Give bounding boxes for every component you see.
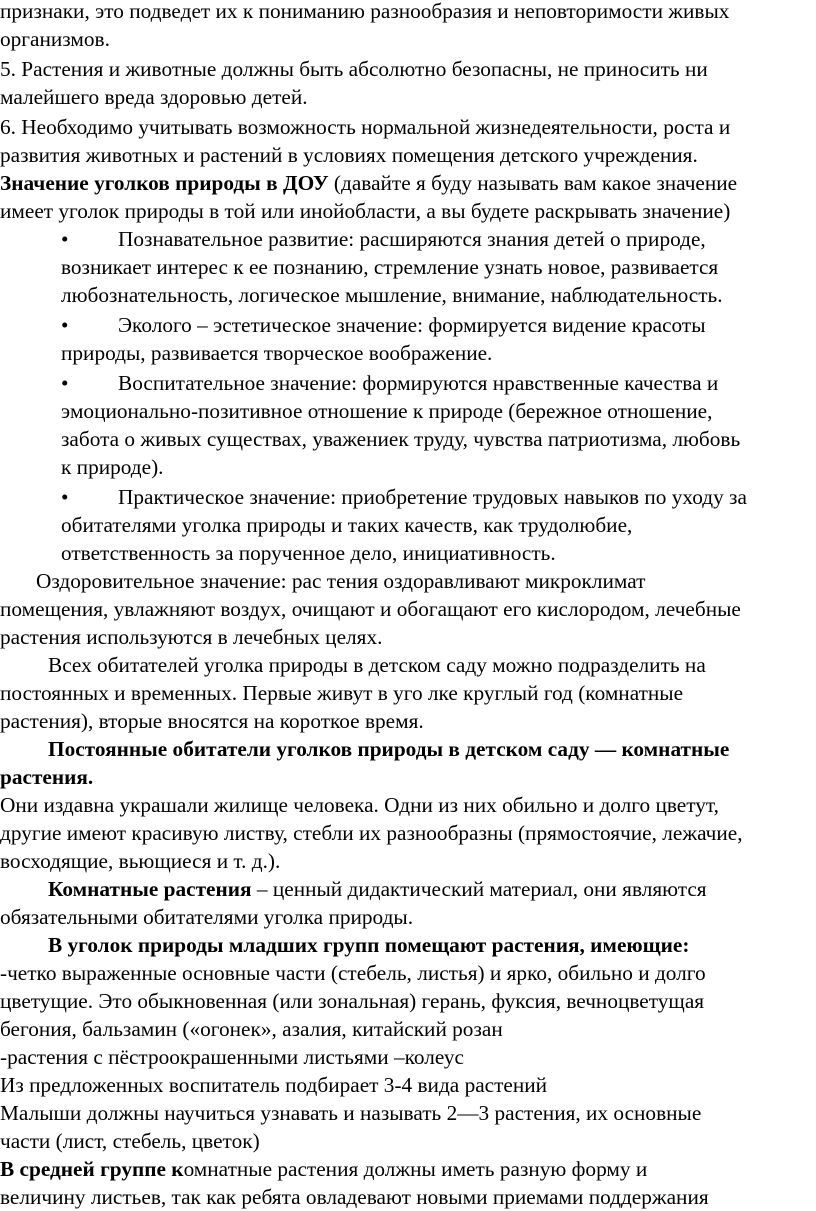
heading-line: растения.: [0, 765, 94, 789]
text-line: 5. Растения и животные должны быть абсолютно безопасны, не приносить ни: [0, 57, 708, 81]
text-line: ответственность за порученное дело, инициативность.: [61, 541, 556, 565]
text-line: постоянных и временных. Первые живут в уго лке круглый год (комнатные: [0, 681, 684, 705]
text-line: развития животных и растений в условиях помещения детского учреждения.: [0, 143, 698, 167]
text-line: восходящие, вьющиеся и т. д.).: [0, 849, 281, 873]
text-line: цветущие. Это обыкновенная (или зональная) герань, фуксия, вечноцветущая: [0, 989, 705, 1013]
text-line: возникает интерес к ее познанию, стремление узнать новое, развивается: [61, 255, 719, 279]
bullet-icon: •: [61, 371, 69, 395]
text-line: организмов.: [0, 27, 110, 51]
text-line: бегония, бальзамин («огонек», азалия, китайский розан: [0, 1017, 503, 1041]
text-line: части (лист, стебель, цветок): [0, 1129, 260, 1153]
bullet-icon: •: [61, 485, 69, 509]
heading-line: Постоянные обитатели уголков природы в детском саду — комнатные: [48, 737, 730, 761]
text-line: Всех обитателей уголка природы в детском саду можно подразделить на: [48, 653, 706, 677]
heading-line: В уголок природы младших групп помещают растения, имеющие:: [48, 933, 690, 957]
document-page: признаки, это подведет их к пониманию разнообразия и неповторимости живых организмов. 5. Растения и животные должны быть абсолютно безопасны, не приносить ни малейшего вреда здоровью детей. 6. Необходимо учитывать возможность нормальной жизнедеятельности, роста и развития животных и растений в условиях помещения детского учреждения. Значение уголков природы в ДОУ (давайте я буду называть вам какое значение имеет уголок природы в той или инойобласти, а вы будете раскрывать значение) • Познавательное развитие: расширяются знания детей о природе, возникает интерес к ее познанию, стремление узнать новое, развивается любознательность, логическое мышление, внимание, наблюдательность. • Эколого – эстетическое значение: формируется видение красоты природы, развивается творческое воображение. • Воспитательное значение: формируются нравственные качества и эмоционально-позитивное отношение к природе (бережное отношение, забота о живых существах, уважениек труду, чувства патриотизма, любовь к природе). • Практическое значение: приобретение трудовых навыков по уходу за обитателями уголка природы и таких качеств, как трудолюбие, ответственность за порученное дело, инициативность. Оздоровительное значение: рас тения оздоравливают микроклимат помещения, увлажняют воздух, очищают и обогащают его кислородом, лечебные растения используются в лечебных целях. Всех обитателей уголка природы в детском саду можно подразделить на постоянных и временных. Первые живут в уго лке круглый год (комнатные растения), вторые вносятся на короткое время. Постоянные обитатели уголков природы в детском саду — комнатные растения. Они издавна украшали жилище человека. Одни из них обильно и долго цветут, другие имеют красивую листву, стебли их разнообразны (прямостоячие, лежачие, восходящие, вьющиеся и т. д.). Комнатные растения – ценный дидактический материал, они являются обязательными обитателями уголка природы. В уголок природы младших групп помещают растения, имеющие: -четко выраженные основные части (стебель, листья) и ярко, обильно и долго цветущие. Это обыкновенная (или зональная) герань, фуксия, вечноцветущая бегония, бальзамин («огонек», азалия, китайский розан -растения с пёстроокрашенными листьями –колеус Из предложенных воспитатель подбирает 3-4 вида растений Малыши должны научиться узнавать и называть 2—3 растения, их основные части (лист, стебель, цветок) В средней группе комнатные растения должны иметь разную форму и величину листьев, так как ребята овладевают новыми приемами поддержания: [0, 0, 816, 1188]
text-line: малейшего вреда здоровью детей.: [0, 85, 308, 109]
text-line: имеет уголок природы в той или инойобласти, а вы будете раскрывать значение): [0, 199, 731, 223]
heading-line: Значение уголков природы в ДОУ (давайте я буду называть вам какое значение: [0, 171, 738, 195]
bullet-icon: •: [61, 227, 69, 251]
text-line: Оздоровительное значение: рас тения оздоравливают микроклимат: [36, 569, 646, 593]
text-line: забота о живых существах, уважениек труду, чувства патриотизма, любовь: [61, 427, 741, 451]
text-line: обязательными обитателями уголка природы.: [0, 905, 414, 929]
text-line: любознательность, логическое мышление, внимание, наблюдательность.: [61, 283, 723, 307]
text-line: к природе).: [61, 455, 164, 479]
text-line: растения), вторые вносятся на короткое время.: [0, 709, 424, 733]
text-line: признаки, это подведет их к пониманию разнообразия и неповторимости живых: [0, 0, 730, 23]
text-line: Они издавна украшали жилище человека. Одни из них обильно и долго цветут,: [0, 793, 719, 817]
text-line: Из предложенных воспитатель подбирает 3-4 вида растений: [0, 1073, 548, 1097]
text-line: 6. Необходимо учитывать возможность нормальной жизнедеятельности, роста и: [0, 115, 731, 139]
text-line: величину листьев, так как ребята овладевают новыми приемами поддержания: [0, 1185, 709, 1209]
text-line: растения используются в лечебных целях.: [0, 625, 383, 649]
text-line: другие имеют красивую листву, стебли их разнообразны (прямостоячие, лежачие,: [0, 821, 743, 845]
text-line: Малыши должны научиться узнавать и называть 2—3 растения, их основные: [0, 1101, 702, 1125]
text-line: помещения, увлажняют воздух, очищают и обогащают его кислородом, лечебные: [0, 597, 741, 621]
heading-line: Комнатные растения – ценный дидактический материал, они являются: [48, 877, 707, 901]
bullet-icon: •: [61, 313, 69, 337]
text-line: эмоционально-позитивное отношение к природе (бережное отношение,: [61, 399, 713, 423]
text-line: обитателями уголка природы и таких качеств, как трудолюбие,: [61, 513, 633, 537]
heading-line: В средней группе комнатные растения должны иметь разную форму и: [0, 1157, 648, 1181]
text-line: -четко выраженные основные части (стебель, листья) и ярко, обильно и долго: [0, 961, 706, 985]
text-line: -растения с пёстроокрашенными листьями –колеус: [0, 1045, 464, 1069]
text-line: природы, развивается творческое воображение.: [61, 341, 493, 365]
